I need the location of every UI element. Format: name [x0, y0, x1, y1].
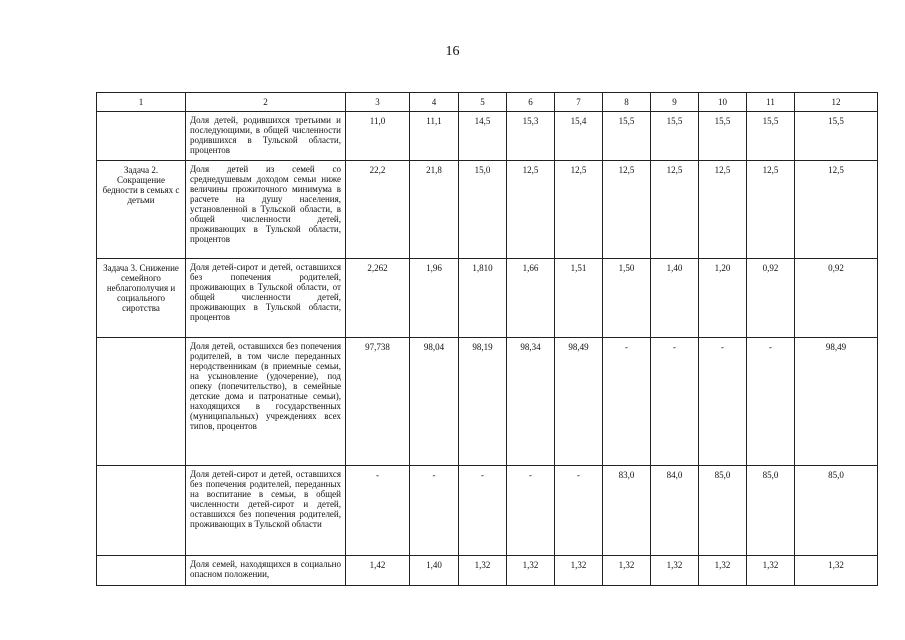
value-cell: 21,8: [410, 161, 459, 259]
value-cell: 1,66: [507, 259, 555, 338]
column-header: 3: [346, 93, 410, 112]
value-cell: 11,1: [410, 112, 459, 161]
value-cell: 2,262: [346, 259, 410, 338]
task-cell: Задача 3. Снижение семейного неблагополучия и социального сиротства: [97, 259, 186, 338]
value-cell: 97,738: [346, 338, 410, 466]
value-cell: 1,96: [410, 259, 459, 338]
task-cell: [97, 338, 186, 466]
table-row: [97, 556, 878, 586]
value-cell: 85,0: [747, 466, 795, 556]
value-cell: -: [699, 338, 747, 466]
value-cell: 15,3: [507, 112, 555, 161]
value-cell: 15,5: [747, 112, 795, 161]
value-cell: 98,04: [410, 338, 459, 466]
value-cell: -: [747, 338, 795, 466]
task-cell: [97, 556, 186, 586]
value-cell: 15,5: [795, 112, 878, 161]
column-header: 9: [651, 93, 699, 112]
table-row: [97, 259, 878, 338]
indicators-table-wrap: [96, 92, 877, 586]
value-cell: -: [459, 466, 507, 556]
value-cell: 1,20: [699, 259, 747, 338]
value-cell: 15,5: [603, 112, 651, 161]
value-cell: -: [603, 338, 651, 466]
value-cell: 12,5: [651, 161, 699, 259]
value-cell: 15,4: [555, 112, 603, 161]
value-cell: 83,0: [603, 466, 651, 556]
column-header: 11: [747, 93, 795, 112]
task-cell: [97, 112, 186, 161]
column-header: 8: [603, 93, 651, 112]
value-cell: 1,32: [603, 556, 651, 586]
column-header: 10: [699, 93, 747, 112]
value-cell: 1,32: [507, 556, 555, 586]
table-row: [97, 338, 878, 466]
value-cell: -: [410, 466, 459, 556]
header-row: [97, 93, 878, 112]
value-cell: 12,5: [555, 161, 603, 259]
value-cell: 12,5: [699, 161, 747, 259]
value-cell: -: [346, 466, 410, 556]
value-cell: 1,51: [555, 259, 603, 338]
column-header: 7: [555, 93, 603, 112]
indicator-cell: Доля детей, родившихся третьими и последующими, в общей численности родившихся в Тульской области, процентов: [186, 112, 346, 161]
value-cell: 1,32: [747, 556, 795, 586]
value-cell: 11,0: [346, 112, 410, 161]
table-row: [97, 112, 878, 161]
value-cell: 1,810: [459, 259, 507, 338]
value-cell: 15,0: [459, 161, 507, 259]
task-cell: [97, 466, 186, 556]
value-cell: 14,5: [459, 112, 507, 161]
value-cell: 1,32: [699, 556, 747, 586]
column-header: 2: [186, 93, 346, 112]
value-cell: 85,0: [795, 466, 878, 556]
column-header: 12: [795, 93, 878, 112]
column-header: 5: [459, 93, 507, 112]
value-cell: 12,5: [747, 161, 795, 259]
column-header: 6: [507, 93, 555, 112]
value-cell: 1,40: [651, 259, 699, 338]
value-cell: 0,92: [795, 259, 878, 338]
value-cell: 22,2: [346, 161, 410, 259]
table-row: [97, 161, 878, 259]
value-cell: 1,32: [459, 556, 507, 586]
value-cell: 15,5: [651, 112, 699, 161]
indicators-table: [96, 92, 878, 586]
indicator-cell: Доля детей-сирот и детей, оставшихся без попечения родителей, переданных на воспитание в семьи, в общей численности детей-сирот и детей, оставшихся без попечения родителей, проживающих в Тульской области: [186, 466, 346, 556]
value-cell: 1,32: [651, 556, 699, 586]
value-cell: 98,49: [795, 338, 878, 466]
table-row: [97, 466, 878, 556]
indicator-cell: Доля детей, оставшихся без попечения родителей, в том числе переданных неродственникам (в приемные семьи, на усыновление (удочерение), под опеку (попечительство), в семейные детские дома и патронатные семьи), находящихся в государственных (муниципальных) учреждениях всех типов, процентов: [186, 338, 346, 466]
indicator-cell: Доля детей из семей со среднедушевым доходом семьи ниже величины прожиточного минимума в расчете на душу населения, установленной в Тульской области, в общей численности детей, проживающих в Тульской области, процентов: [186, 161, 346, 259]
value-cell: 1,40: [410, 556, 459, 586]
value-cell: 0,92: [747, 259, 795, 338]
indicator-cell: Доля детей-сирот и детей, оставшихся без попечения родителей, проживающих в Тульской области, от общей численности детей, проживающих в Тульской области, процентов: [186, 259, 346, 338]
page-number: 16: [445, 44, 460, 59]
value-cell: 1,50: [603, 259, 651, 338]
value-cell: -: [651, 338, 699, 466]
value-cell: 1,42: [346, 556, 410, 586]
value-cell: 84,0: [651, 466, 699, 556]
value-cell: -: [507, 466, 555, 556]
value-cell: -: [555, 466, 603, 556]
value-cell: 12,5: [603, 161, 651, 259]
value-cell: 85,0: [699, 466, 747, 556]
value-cell: 98,49: [555, 338, 603, 466]
indicator-cell: Доля семей, находящихся в социально опасном положении,: [186, 556, 346, 586]
value-cell: 1,32: [795, 556, 878, 586]
value-cell: 1,32: [555, 556, 603, 586]
column-header: 1: [97, 93, 186, 112]
value-cell: 12,5: [795, 161, 878, 259]
task-cell: Задача 2. Сокращение бедности в семьях с детьми: [97, 161, 186, 259]
value-cell: 12,5: [507, 161, 555, 259]
value-cell: 98,34: [507, 338, 555, 466]
column-header: 4: [410, 93, 459, 112]
value-cell: 15,5: [699, 112, 747, 161]
value-cell: 98,19: [459, 338, 507, 466]
